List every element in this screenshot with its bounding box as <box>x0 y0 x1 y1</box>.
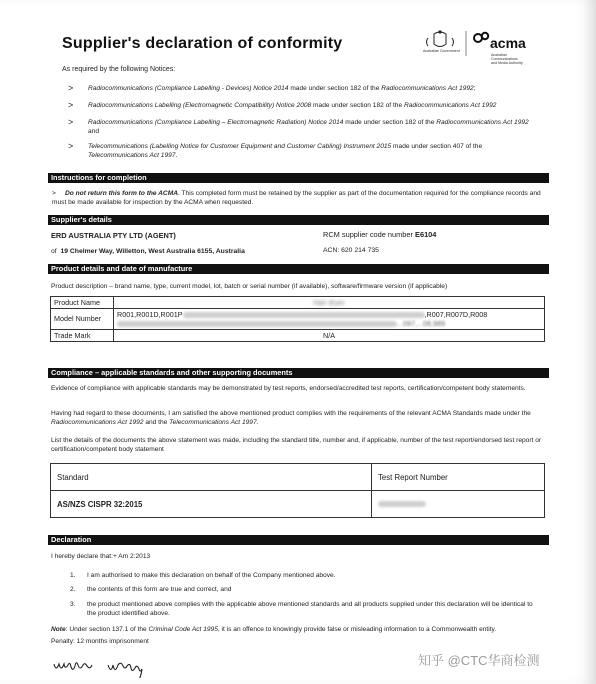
watermark: 知乎 @CTC华商检测 <box>418 653 540 668</box>
acma-logo <box>420 28 550 76</box>
table-row <box>51 297 545 309</box>
page-title: Supplier's declaration of conformity <box>62 35 343 52</box>
supplier-address: of 19 Chelmer Way, Willetton, West Australia 6155, Australia <box>51 248 245 255</box>
arrow-icon: > <box>68 141 74 151</box>
redacted-region <box>117 321 397 327</box>
acma-tagline-3: and Media Authority <box>491 61 523 65</box>
supplier-heading: Supplier's details <box>48 215 549 225</box>
standards-table <box>50 463 545 518</box>
declaration-item-number: 1. <box>70 572 76 579</box>
acn-number: ACN: 620 214 735 <box>323 247 379 254</box>
page-subtitle: As required by the following Notices: <box>62 66 176 73</box>
declaration-item: I am authorised to make this declaration on behalf of the Company mentioned above. <box>87 572 336 579</box>
table-row <box>51 491 545 518</box>
model-number-label: Model Number <box>51 309 114 330</box>
compliance-paragraph-2: Having had regard to these documents, I am satisfied the above mentioned product complies with the requirements of the relevant ACMA Standards made under the Radiocommunications Act 1992 and the Telecommunications Act 1997. <box>51 410 531 426</box>
trade-mark-value: N/A <box>114 330 545 342</box>
arrow-icon: > <box>52 190 66 197</box>
redacted-region <box>378 501 426 507</box>
acma-tagline-1: Australian <box>491 53 507 57</box>
legal-note: Note: Under section 137.1 of the Criminal Code Act 1995, it is an offence to knowingly provide false or misleading information to a Commonwealth entity. <box>51 626 497 633</box>
table-row <box>51 309 545 330</box>
product-name-value: Hair dryer <box>114 297 545 309</box>
arrow-icon: > <box>68 83 74 93</box>
standard-cell: AS/NZS CISPR 32:2015 <box>51 491 372 518</box>
gov-label: Australian Government <box>423 49 460 53</box>
supplier-name: ERD AUSTRALIA PTY LTD (AGENT) <box>51 231 176 240</box>
test-report-column-header: Test Report Number <box>372 464 545 491</box>
compliance-paragraph-3: List the details of the documents the above statement was made, including the standard title, number and, if applicable, number of the test report/endorsed test report or certification/competent body statement <box>51 437 542 453</box>
product-table <box>50 296 545 342</box>
australian-government-crest-icon <box>427 30 454 46</box>
test-report-cell <box>372 491 545 518</box>
product-description: Product description – brand name, type, current model, lot, batch or serial number (if available), software/firmware version (if applicable) <box>51 283 448 290</box>
declaration-item-number: 3. <box>70 601 76 608</box>
acma-wordmark: acma <box>490 35 526 51</box>
instructions-heading: Instructions for completion <box>48 173 549 183</box>
redacted-region <box>183 312 425 318</box>
declaration-item: the product mentioned above complies with the applicable above mentioned standards and all products supplied under this declaration will be identical to the product identified above. <box>87 601 533 617</box>
rcm-supplier-code: RCM supplier code number E6104 <box>323 230 437 239</box>
acma-symbol-icon <box>474 33 488 42</box>
declaration-form-page: Supplier's declaration of conformity As required by the following Notices: Australian Government acma Australian Communications and Media Authority > Radiocommunications (Compliance Labelling - Devices) Notice 2014 made under section 182 of the Radiocommunications Act 1992; > Radiocommunications Labelling (Electromagnetic Compatibility) Notice 2008 made under section 182 of the Radiocommunications Act 1992 > Radiocommunications (Compliance Labelling – Electromagnetic Radiation) Notice 2014 made under section 182 of the Radiocommunications Act 1992 and > Telecommunications (Labelling Notice for Customer Equipment and Customer Cabling) Instrument 2015 made under section 407 of the Telecommunications Act 1997. Instructions for completion > Do not return this form to the ACMA. This completed form must be retained by the supplier as part of the documentation required for the compliance records and must be made available for inspection by the ACMA when requested. Supplier's details ERD AUSTRALIA PTY LTD (AGENT) of 19 Chelmer Way, Willetton, West Australia 6155, Australia RCM supplier code number E6104 ACN: 620 214 735 Product details and date of manufacture Product description – brand name, type, current model, lot, batch or serial number (if available), software/firmware version (if applicable) Product Name Hair dryer Model Number R001,R001D,R001P ,R007,R007D,R008 ...097,...08,989 Trade Mark N/A Compliance – applicable standards and other supporting documents Evidence of compliance with applicable standards may be demonstrated by test reports, endorsed/accredited test reports, certification/competent body statements. Having had regard to these documents, I am satisfied the above mentioned product complies with the requirements of the relevant ACMA Standards made under the Radiocommunications Act 1992 and the Telecommunications Act 1997. List the details of the documents the above statement was made, including the standard title, number and, if applicable, number of the test report/endorsed test report or certification/competent body statement Standard Test Report Number AS/NZS CISPR 32:2015 Declaration I hereby declare that:+ Am 2:2013 1. I am authorised to make this declaration on behalf of the Company mentioned above. 2. the contents of this form are true and correct, and 3. the product mentioned above complies with the applicable above mentioned standards and all products supplied under this declaration will be identical to the product identified above. Note: Under section 137.1 of the Criminal Code Act 1995, it is an offence to knowingly provide false or misleading information to a Commonwealth entity. Penalty: 12 months imprisonment 知乎 @CTC华商检测 <box>0 0 596 684</box>
product-name-label: Product Name <box>51 297 114 309</box>
declaration-item: the contents of this form are true and correct, and <box>87 586 232 593</box>
arrow-icon: > <box>68 117 74 127</box>
trade-mark-label: Trade Mark <box>51 330 114 342</box>
declaration-item-number: 2. <box>70 586 76 593</box>
table-row <box>51 330 545 342</box>
compliance-heading: Compliance – applicable standards and other supporting documents <box>48 368 549 378</box>
penalty-text: Penalty: 12 months imprisonment <box>51 638 149 645</box>
arrow-icon: > <box>68 100 74 110</box>
acma-tagline-2: Communications <box>491 57 518 61</box>
compliance-paragraph-1: Evidence of compliance with applicable standards may be demonstrated by test reports, endorsed/accredited test reports, certification/competent body statements. <box>51 385 526 392</box>
table-header-row <box>51 464 545 491</box>
standard-column-header: Standard <box>51 464 372 491</box>
declaration-heading: Declaration <box>48 535 549 545</box>
product-heading: Product details and date of manufacture <box>48 264 549 274</box>
instructions-text: > Do not return this form to the ACMA. This completed form must be retained by the supplier as part of the documentation required for the compliance records and must be made available for inspection by the ACMA when requested. <box>52 190 541 206</box>
declaration-intro: I hereby declare that:+ Am 2:2013 <box>51 553 151 560</box>
handwritten-signature <box>50 654 190 678</box>
model-number-value: R001,R001D,R001P ,R007,R007D,R008 ...097,...08,989 <box>114 309 545 330</box>
